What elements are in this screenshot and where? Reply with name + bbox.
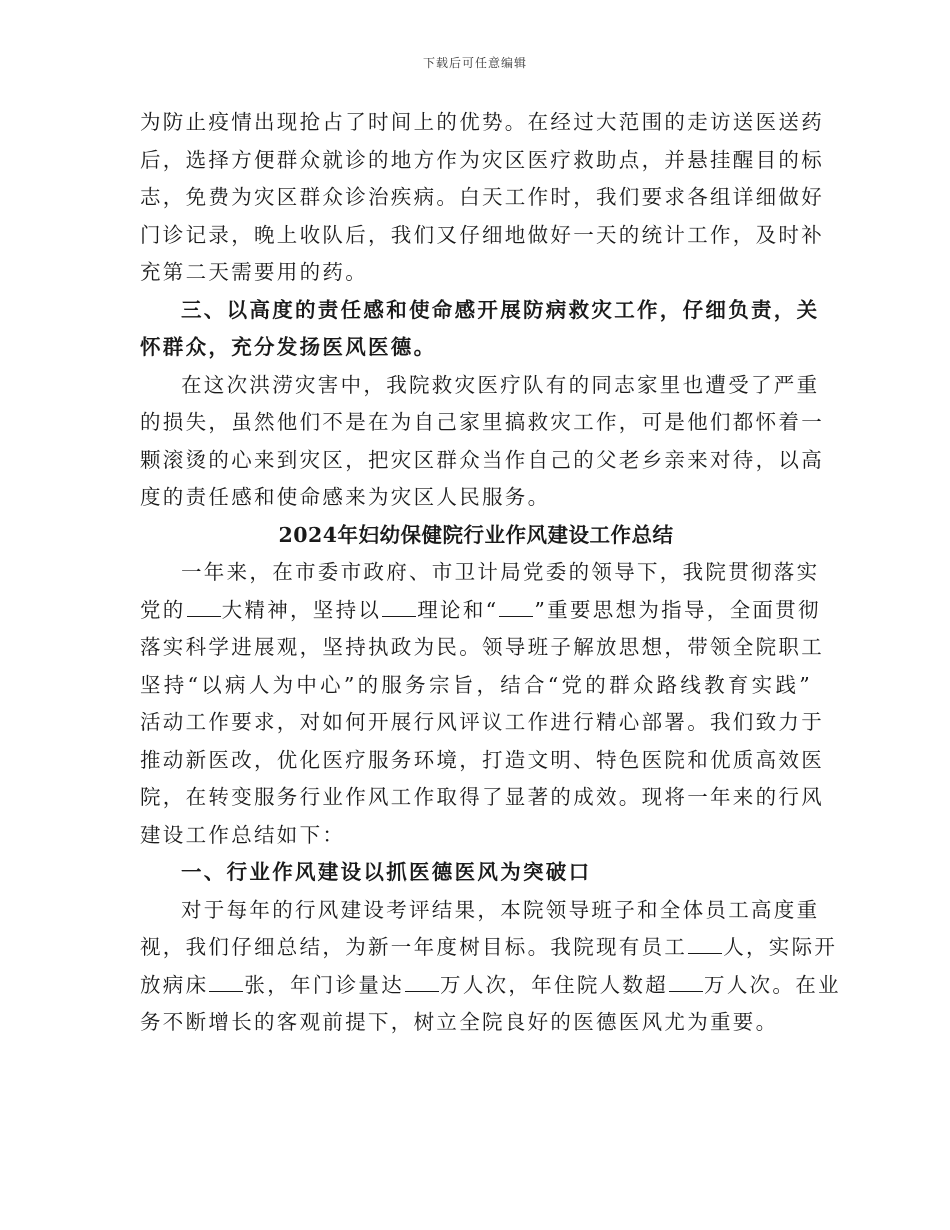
text-line: 活动工作要求，对如何开展行风评议工作进行精心部署。我们致力于 <box>140 710 824 734</box>
fill-in-blank <box>688 935 722 954</box>
text-line: 门诊记录，晚上收队后，我们又仔细地做好一天的统计工作，及时补 <box>140 222 824 247</box>
fill-in-blank <box>382 598 416 617</box>
text-segment: 人，实际开 <box>723 935 838 959</box>
text-line: 院，在转变服务行业作风工作取得了显著的成效。现将一年来的行风 <box>140 785 824 809</box>
text-segment: 党的 <box>140 597 186 622</box>
text-line: 充第二天需要用的药。 <box>140 260 368 284</box>
text-line: 一年来，在市委市政府、市卫计局党委的领导下，我院贯彻落实 <box>181 560 820 584</box>
text-segment: 张，年门诊量达 <box>244 972 405 997</box>
text-line: 度的责任感和使命感来为灾区人民服务。 <box>140 485 551 509</box>
text-line: 为防止疫情出现抢占了时间上的优势。在经过大范围的走访送医送药 <box>140 110 824 134</box>
section-heading-3 <box>140 292 820 367</box>
text-line <box>140 929 838 967</box>
section-heading-1 <box>140 854 812 892</box>
paragraph-3 <box>140 554 824 854</box>
text-line <box>140 592 821 630</box>
text-line: 务不断增长的客观前提下，树立全院良好的医德医风尤为重要。 <box>140 1010 779 1034</box>
text-segment: ”重要思想为指导，全面贯彻 <box>534 597 821 622</box>
document-title-block <box>140 517 812 555</box>
text-line: 坚持“以病人为中心”的服务宗旨，结合“党的群众路线教育实践” <box>140 672 812 697</box>
text-line: 怀群众，充分发扬医风医德。 <box>140 335 437 359</box>
text-line: 在这次洪涝灾害中，我院救灾医疗队有的同志家里也遭受了严重 <box>181 372 820 397</box>
text-line: 后，选择方便群众就诊的地方作为灾区医疗救助点，并悬挂醒目的标 <box>140 147 824 172</box>
paragraph-4 <box>140 892 841 1042</box>
document-body <box>140 104 841 1042</box>
paragraph-1 <box>140 104 824 292</box>
text-segment: 万人次，年住院人数超 <box>440 972 669 997</box>
text-line: 推动新医改，优化医疗服务环境，打造文明、特色医院和优质高效医 <box>140 747 824 772</box>
text-line <box>140 967 841 1005</box>
text-line: 的损失，虽然他们不是在为自己家里搞救灾工作，可是他们都怀着一 <box>140 410 824 434</box>
text-line: 志，免费为灾区群众诊治疾病。白天工作时，我们要求各组详细做好 <box>140 185 824 209</box>
fill-in-blank <box>499 598 533 617</box>
text-line: 颗滚烫的心来到灾区，把灾区群众当作自己的父老乡亲来对待，以高 <box>140 447 824 472</box>
text-line: 对于每年的行风建设考评结果，本院领导班子和全体员工高度重 <box>181 897 820 922</box>
text-line: 落实科学进展观，坚持执政为民。领导班子解放思想，带领全院职工 <box>140 635 824 659</box>
document-title: 2024年妇幼保健院行业作风建设工作总结 <box>278 522 674 547</box>
text-segment: 理论和“ <box>417 597 499 622</box>
text-line: 一、行业作风建设以抓医德医风为突破口 <box>181 860 592 884</box>
text-segment: 放病床 <box>140 972 209 997</box>
fill-in-blank <box>209 973 243 992</box>
fill-in-blank <box>405 973 439 992</box>
fill-in-blank <box>669 973 703 992</box>
fill-in-blank <box>187 598 221 617</box>
paragraph-2 <box>140 367 824 517</box>
text-line: 三、以高度的责任感和使命感开展防病救灾工作，仔细负责，关 <box>181 297 820 322</box>
text-segment: 视，我们仔细总结，为新一年度树目标。我院现有员工 <box>140 935 688 959</box>
page-header: 下载后可任意编辑 <box>422 56 527 70</box>
text-segment: 大精神，坚持以 <box>221 597 382 622</box>
text-segment: 万人次。在业 <box>704 972 841 997</box>
text-line: 建设工作总结如下： <box>140 822 346 847</box>
